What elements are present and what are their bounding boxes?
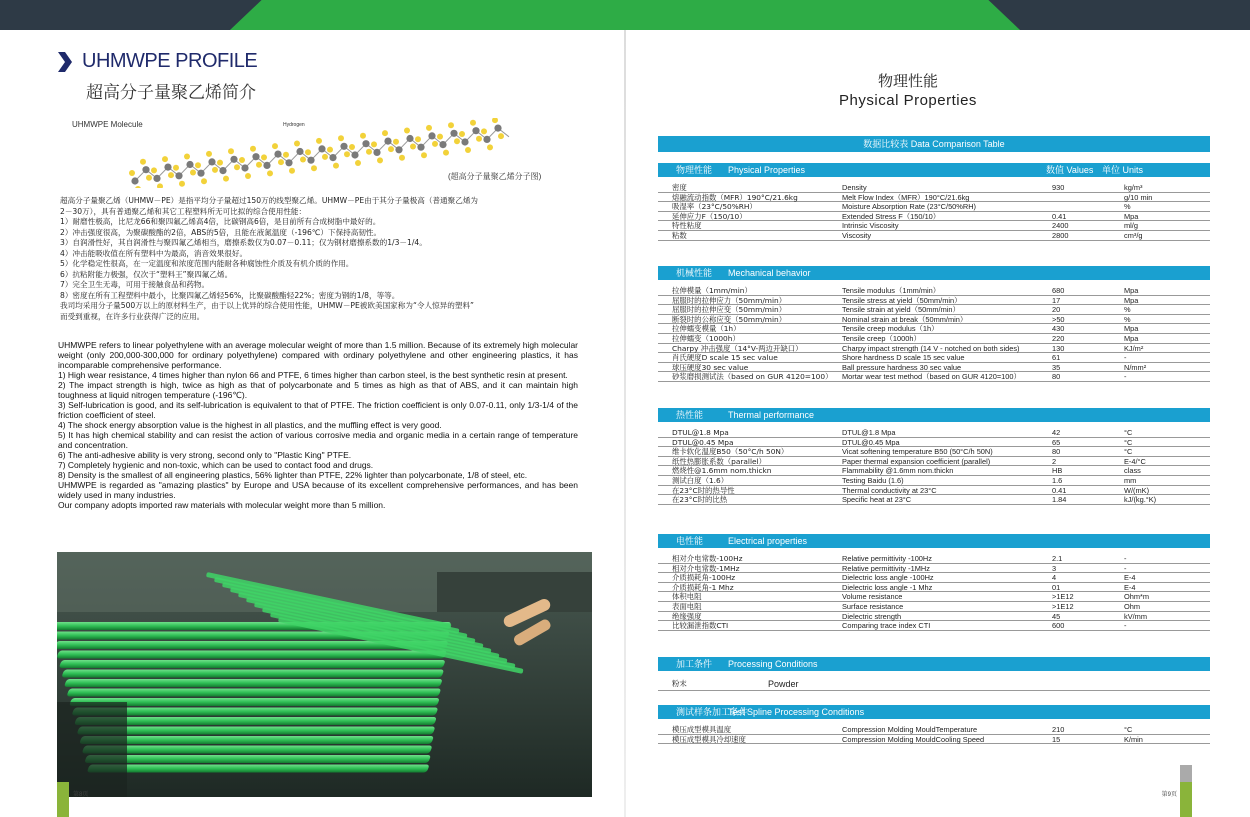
- property-value: 2800: [1052, 230, 1069, 240]
- property-unit: E-4: [1124, 573, 1136, 583]
- table-row: [658, 221, 1210, 231]
- table-row: [658, 438, 1210, 448]
- property-cn: 断裂时的公称应变（50mm/min）: [672, 314, 787, 324]
- property-value: 35: [1052, 362, 1061, 372]
- property-unit: Mpa: [1124, 211, 1139, 221]
- section-title-cn: 物理性能: [676, 165, 713, 175]
- property-cn: 屈服时的拉伸应力（50mm/min）: [672, 295, 787, 305]
- property-en: Tensile stress at yield（50mm/min）: [842, 295, 962, 305]
- property-en: Tensile creep（1000h）: [842, 333, 921, 343]
- section-3: [658, 534, 1210, 631]
- property-en: Compression Molding MouldTemperature: [842, 725, 978, 734]
- property-unit: Mpa: [1124, 295, 1139, 305]
- property-unit: °C: [1124, 447, 1133, 457]
- property-cn: 吸湿率（23°C/50%RH）: [672, 202, 757, 212]
- section-title-en: Processing Conditions: [728, 659, 818, 669]
- property-unit: KJ/m²: [1124, 343, 1144, 353]
- property-cn: 粘数: [672, 230, 687, 240]
- section-5: [658, 705, 1210, 744]
- property-en: Nominal strain at break（50mm/min）: [842, 314, 968, 324]
- data-comparison-header: 数据比较表 Data Comparison Table: [658, 136, 1210, 152]
- table-row: [658, 495, 1210, 505]
- title-en: UHMWPE PROFILE: [82, 50, 258, 72]
- property-cn: 维卡软化温度B50（50°C/h 50N）: [672, 447, 789, 457]
- property-value: 3: [1052, 563, 1057, 573]
- property-value: 430: [1052, 324, 1065, 334]
- en-line: UHMWPE is regarded as "amazing plastics" by Europe and USA because of its excellent comprehensive performances, and has been widely used in many industries.: [58, 480, 578, 500]
- property-unit: °C: [1124, 437, 1133, 447]
- property-value: 1.84: [1052, 495, 1067, 505]
- table-row: [658, 296, 1210, 306]
- page-marker-right: [1180, 782, 1192, 817]
- property-cn: 燃烧性@1.6mm nom.thickn: [672, 466, 772, 476]
- property-en: Powder: [768, 679, 799, 689]
- property-value: 1.6: [1052, 475, 1063, 485]
- property-en: Testing Baidu (1.6): [842, 475, 904, 485]
- section-2: [658, 408, 1210, 505]
- property-en: Compression Molding MouldCooling Speed: [842, 734, 985, 744]
- table-row: [658, 372, 1210, 382]
- table-row: [658, 193, 1210, 203]
- molecule-label: UHMWPE Molecule: [72, 120, 143, 129]
- property-unit: °C: [1124, 428, 1133, 437]
- en-line: 4) The shock energy absorption value is the highest in all plastics, and the muffling effect is very good.: [58, 420, 442, 430]
- property-value: 2: [1052, 456, 1057, 466]
- property-unit: Mpa: [1124, 333, 1139, 343]
- cn-line: 8）密度在所有工程塑料中最小，比聚四氟乙烯轻56%，比聚碳酸酯轻22%；密度为钢的1/8，等等。: [60, 290, 400, 300]
- section-header: [658, 657, 1210, 671]
- property-unit: -: [1124, 563, 1127, 573]
- table-row: [658, 621, 1210, 631]
- property-en: Dielectric strength: [842, 611, 902, 621]
- property-en: Tensile creep modulus（1h）: [842, 324, 939, 334]
- cn-line: 我司均采用分子量500万以上的原材料生产，由于以上优异的综合使用性能，UHMW－PE被欧美国家称为“令人惊异的塑料”: [60, 301, 474, 310]
- property-cn: 屈服时的拉伸应变（50mm/min）: [672, 305, 787, 315]
- property-value: >1E12: [1052, 601, 1074, 611]
- property-en: Relative permittivity -100Hz: [842, 554, 932, 563]
- property-cn: DTUL@1.8 Mpa: [672, 428, 729, 437]
- table-row: [658, 324, 1210, 334]
- property-value: 210: [1052, 725, 1065, 734]
- table-row: [658, 612, 1210, 622]
- page-number-right: 第9页: [1161, 792, 1177, 798]
- property-en: Shore hardness D scale 15 sec value: [842, 353, 965, 363]
- property-en: Ball pressure hardness 30 sec value: [842, 362, 962, 372]
- property-cn: 表面电阻: [672, 601, 702, 611]
- right-page: [626, 30, 1250, 817]
- property-value: 80: [1052, 372, 1061, 382]
- property-en: Mortar wear test method（based on GUR 4120=100）: [842, 372, 1021, 382]
- property-unit: W/(mK): [1124, 485, 1150, 495]
- property-cn: 相对介电常数-100Hz: [672, 554, 743, 563]
- property-en: Surface resistance: [842, 601, 904, 611]
- en-line: 5) It has high chemical stability and can resist the action of various corrosive media and organic media in a certain range of temperature and concentration.: [58, 430, 578, 450]
- property-unit: kV/mm: [1124, 611, 1147, 621]
- section-0: [658, 163, 1210, 241]
- section-header: [658, 266, 1210, 280]
- property-value: 01: [1052, 582, 1061, 592]
- property-unit: kg/m³: [1124, 183, 1143, 192]
- property-cn: 相对介电常数-1MHz: [672, 563, 740, 573]
- property-unit: K/min: [1124, 734, 1143, 744]
- property-cn: 介质损耗角-1 Mhz: [672, 582, 734, 592]
- property-cn: 拉伸蠕变（1000h）: [672, 333, 740, 343]
- table-row: [658, 212, 1210, 222]
- molecule-caption: (超高分子量聚乙烯分子图): [448, 172, 542, 181]
- property-value: 2400: [1052, 221, 1069, 231]
- en-line: 7) Completely hygienic and non-toxic, which can be used to contact food and drugs.: [58, 460, 374, 470]
- property-cn: 砂浆磨损测试法（based on GUR 4120=100）: [672, 372, 833, 382]
- property-value: 680: [1052, 286, 1065, 295]
- physical-title-en: Physical Properties: [839, 92, 977, 109]
- section-header: [658, 705, 1210, 719]
- section-header: [658, 534, 1210, 548]
- property-cn: 介质损耗角-100Hz: [672, 573, 736, 583]
- property-cn: 体积电阻: [672, 592, 702, 602]
- property-value: 220: [1052, 333, 1065, 343]
- values-header: 数值 Values: [1046, 165, 1094, 175]
- en-line: UHMWPE refers to linear polyethylene with an average molecular weight of more than 1.5 million. Because of its extremely high molecular weight (only 200,000-300,000 for ordinary polyethylene) compared with ordinary polyethylene and other engineering plastics, it has incomparable comprehensive performance.: [58, 340, 578, 370]
- property-unit: -: [1124, 554, 1127, 563]
- property-value: 61: [1052, 353, 1061, 363]
- property-unit: %: [1124, 314, 1131, 324]
- property-unit: -: [1124, 353, 1127, 363]
- property-value: 80: [1052, 447, 1061, 457]
- table-row: [658, 564, 1210, 574]
- cn-description: [60, 196, 590, 322]
- cn-line: 1）耐磨性极高，比尼龙66和聚四氟乙烯高4倍，比碳钢高6倍，是目前所有合成树脂中最好的。: [60, 217, 381, 226]
- cn-line: 而受到重视，在许多行业获得广泛的应用。: [60, 311, 205, 321]
- en-line: 8) Density is the smallest of all engineering plastics, 56% lighter than PTFE, 22% lighter than polycarbonate, 1/8 of steel, etc.: [58, 470, 528, 480]
- section-title-cn: 热性能: [676, 410, 704, 420]
- property-en: Flammability @1.6mm nom.thickn: [842, 466, 954, 476]
- cn-line: 2）冲击强度很高，为聚碳酸酯的2倍，ABS的5倍，且能在液氮温度（-196℃）下保持高韧性。: [60, 227, 382, 237]
- table-row: [658, 466, 1210, 476]
- table-row: [658, 315, 1210, 325]
- property-unit: class: [1124, 466, 1141, 476]
- property-unit: cm³/g: [1124, 230, 1143, 240]
- property-unit: %: [1124, 202, 1131, 212]
- property-en: Viscosity: [842, 230, 872, 240]
- table-row: [658, 447, 1210, 457]
- property-cn: 测试白度（1.6）: [672, 475, 729, 485]
- section-title-en: Test Spline Processing Conditions: [728, 707, 865, 717]
- cn-line: 2－30万），具有普通聚乙烯和其它工程塑料所无可比拟的综合使用性能：: [60, 206, 307, 216]
- property-unit: E-4: [1124, 582, 1136, 592]
- property-cn: 比较漏泄指数CTI: [672, 621, 729, 631]
- property-cn: 延伸应力F（150/10）: [672, 211, 747, 221]
- table-row: [658, 592, 1210, 602]
- en-line: 2) The impact strength is high, twice as high as that of polycarbonate and 5 times as high as that of ABS, and it can maintain high toughness at liquid nitrogen temperature (-196℃).: [58, 380, 578, 400]
- property-cn: 特性粘度: [672, 221, 702, 231]
- property-value: 65: [1052, 437, 1061, 447]
- property-value: 45: [1052, 611, 1061, 621]
- property-value: HB: [1052, 466, 1063, 476]
- property-cn: 模压成型模具温度: [672, 725, 732, 734]
- section-header: [658, 408, 1210, 422]
- table-row: [658, 602, 1210, 612]
- table-row: [658, 305, 1210, 315]
- property-en: Comparing trace index CTI: [842, 621, 931, 631]
- property-cn: 粉末: [672, 679, 687, 688]
- property-value: 17: [1052, 295, 1061, 305]
- table-row: [658, 573, 1210, 583]
- property-unit: Ohm: [1124, 601, 1141, 611]
- section-title-en: Thermal performance: [728, 410, 815, 420]
- property-unit: N/mm²: [1124, 362, 1147, 372]
- cn-line: 3）自润滑性好，其自润滑性与聚四氟乙烯相当，磨擦系数仅为0.07－0.11；仅为钢材磨擦系数的1/3－1/4。: [60, 238, 427, 247]
- property-unit: Mpa: [1124, 286, 1139, 295]
- property-en: Melt Flow Index（MFR）190°C/21.6kg: [842, 192, 970, 202]
- property-cn: 绝缘强度: [672, 611, 702, 621]
- table-row: [658, 554, 1210, 564]
- table-row: [658, 486, 1210, 496]
- table-row: [658, 231, 1210, 241]
- property-unit: Ohm*m: [1124, 592, 1150, 602]
- section-4: [658, 657, 1210, 691]
- en-line: 1) High wear resistance, 4 times higher than nylon 66 and PTFE, 6 times higher than carbon steel, is the best synthetic resin at present.: [58, 370, 568, 380]
- cn-line: 4）冲击能吸收值在所有塑料中为最高，消音效果很好。: [60, 248, 248, 258]
- property-unit: g/10 min: [1124, 192, 1153, 202]
- property-en: DTUL@0.45 Mpa: [842, 437, 900, 447]
- left-page: [0, 30, 625, 817]
- property-cn: 拉伸蠕变模量（1h）: [672, 324, 741, 334]
- en-description: [58, 340, 578, 510]
- property-en: DTUL@1.8 Mpa: [842, 428, 896, 437]
- section-title-cn: 电性能: [676, 536, 704, 546]
- table-row: [658, 286, 1210, 296]
- table-row: [658, 735, 1210, 745]
- table-row: [658, 202, 1210, 212]
- table-row: [658, 583, 1210, 593]
- property-value: 42: [1052, 428, 1061, 437]
- property-en: Specific heat at 23°C: [842, 495, 912, 505]
- section-1: [658, 266, 1210, 382]
- cn-line: 7）完全卫生无毒，可用于接触食品和药物。: [60, 280, 210, 289]
- property-cn: 肖氏硬度D scale 15 sec value: [672, 353, 778, 363]
- cn-line: 5）化学稳定性很高，在一定温度和浓度范围内能耐各种腐蚀性介质及有机介质的作用。: [60, 259, 354, 268]
- property-cn: 在23°C时的比热: [672, 495, 728, 505]
- property-value: 130: [1052, 343, 1065, 353]
- section-title-en: Mechanical behavior: [728, 268, 811, 278]
- en-line: Our company adopts imported raw materials with molecular weight more than 5 million.: [58, 500, 386, 510]
- section-title-en: Physical Properties: [728, 165, 806, 175]
- property-unit: kJ/(kg.°K): [1124, 495, 1157, 505]
- chevron-right-icon: [58, 52, 72, 72]
- property-en: Charpy impact strength (14 V - notched on both sides): [842, 343, 1020, 353]
- hydrogen-label: Hydrogen: [283, 122, 305, 128]
- section-title-cn: 机械性能: [676, 268, 713, 278]
- property-cn: 模压成型模具冷却速度: [672, 734, 746, 744]
- property-unit: °C: [1124, 725, 1133, 734]
- property-unit: E-4/°C: [1124, 456, 1146, 466]
- property-cn: 在23°C时的热导性: [672, 485, 735, 495]
- table-row: [658, 344, 1210, 354]
- section-title-cn: 加工条件: [676, 659, 713, 669]
- property-value: 930: [1052, 183, 1065, 192]
- property-cn: 纸性热膨胀系数（parallel）: [672, 456, 767, 466]
- property-cn: 熔融流动指数（MFR）190°C/21.6kg: [672, 192, 798, 202]
- property-cn: DTUL@0.45 Mpa: [672, 437, 734, 447]
- property-en: Paper thermal expansion coefficient (parallel): [842, 456, 991, 466]
- units-header: 单位 Units: [1102, 165, 1144, 175]
- property-en: Density: [842, 183, 867, 192]
- property-en: Intrinsic Viscosity: [842, 221, 899, 231]
- title-cn: 超高分子量聚乙烯简介: [86, 83, 256, 103]
- section-header: [658, 163, 1210, 177]
- property-cn: 拉伸模量（1mm/min）: [672, 286, 752, 295]
- property-cn: 密度: [672, 183, 687, 192]
- property-en: Extended Stress F（150/10）: [842, 211, 941, 221]
- section-title-en: Electrical properties: [728, 536, 808, 546]
- property-unit: %: [1124, 305, 1131, 315]
- section-title-cn: 测试样条加工条件: [676, 707, 749, 717]
- property-en: Vicat softening temperature B50 (50°C/h 50N): [842, 447, 993, 457]
- property-value: 0.41: [1052, 485, 1067, 495]
- property-en: Tensile modulus（1mm/min）: [842, 286, 941, 295]
- property-value: 0.41: [1052, 211, 1067, 221]
- table-row: [658, 725, 1210, 735]
- page-marker-left: [57, 782, 69, 817]
- property-en: Dielectric loss angle -100Hz: [842, 573, 934, 583]
- property-en: Tensile strain at yield（50mm/min）: [842, 305, 960, 315]
- property-en: Dielectric loss angle -1 Mhz: [842, 582, 933, 592]
- property-value: 20: [1052, 305, 1061, 315]
- production-photo: [57, 552, 592, 797]
- page-number-left: 第8页: [73, 792, 89, 798]
- property-en: Relative permittivity -1MHz: [842, 563, 930, 573]
- property-value: 4: [1052, 573, 1057, 583]
- property-en: Moisture Absorption Rate (23°C/50%RH): [842, 202, 976, 212]
- property-value: 2.1: [1052, 554, 1063, 563]
- table-row: [658, 677, 1210, 691]
- top-green-band: [230, 0, 1020, 30]
- en-line: 6) The anti-adhesive ability is very strong, second only to "Plastic King" PTFE.: [58, 450, 352, 460]
- property-cn: Charpy 冲击强度（14°V-两边开缺口）: [672, 343, 803, 353]
- en-line: 3) Self-lubrication is good, and its self-lubrication is equivalent to that of PTFE. The friction coefficient is only 0.07-0.11, only 1/3-1/4 of the friction coefficient of steel.: [58, 400, 578, 420]
- property-en: Volume resistance: [842, 592, 903, 602]
- table-row: [658, 353, 1210, 363]
- cn-line: 超高分子量聚乙烯（UHMW－PE）是指平均分子量超过150万的线型聚乙烯。UHMW－PE由于其分子量极高（普通聚乙烯为: [60, 196, 479, 205]
- property-unit: mm: [1124, 475, 1137, 485]
- property-value: 600: [1052, 621, 1065, 631]
- cn-line: 6）抗粘附能力极强，仅次于“塑料王”聚四氟乙烯。: [60, 269, 233, 279]
- table-row: [658, 183, 1210, 193]
- table-row: [658, 476, 1210, 486]
- page-marker-grey: [1180, 765, 1192, 782]
- property-unit: Mpa: [1124, 324, 1139, 334]
- property-value: >1E12: [1052, 592, 1074, 602]
- table-row: [658, 428, 1210, 438]
- property-unit: -: [1124, 621, 1127, 631]
- property-value: 15: [1052, 734, 1061, 744]
- physical-title-cn: 物理性能: [877, 72, 938, 90]
- factory-photo-illustration: [57, 552, 592, 797]
- property-unit: ml/g: [1124, 221, 1138, 231]
- property-cn: 球压硬度30 sec value: [672, 362, 749, 372]
- property-unit: -: [1124, 372, 1127, 382]
- property-value: >50: [1052, 314, 1065, 324]
- table-row: [658, 363, 1210, 373]
- table-row: [658, 334, 1210, 344]
- property-en: Thermal conductivity at 23°C: [842, 485, 937, 495]
- table-row: [658, 457, 1210, 467]
